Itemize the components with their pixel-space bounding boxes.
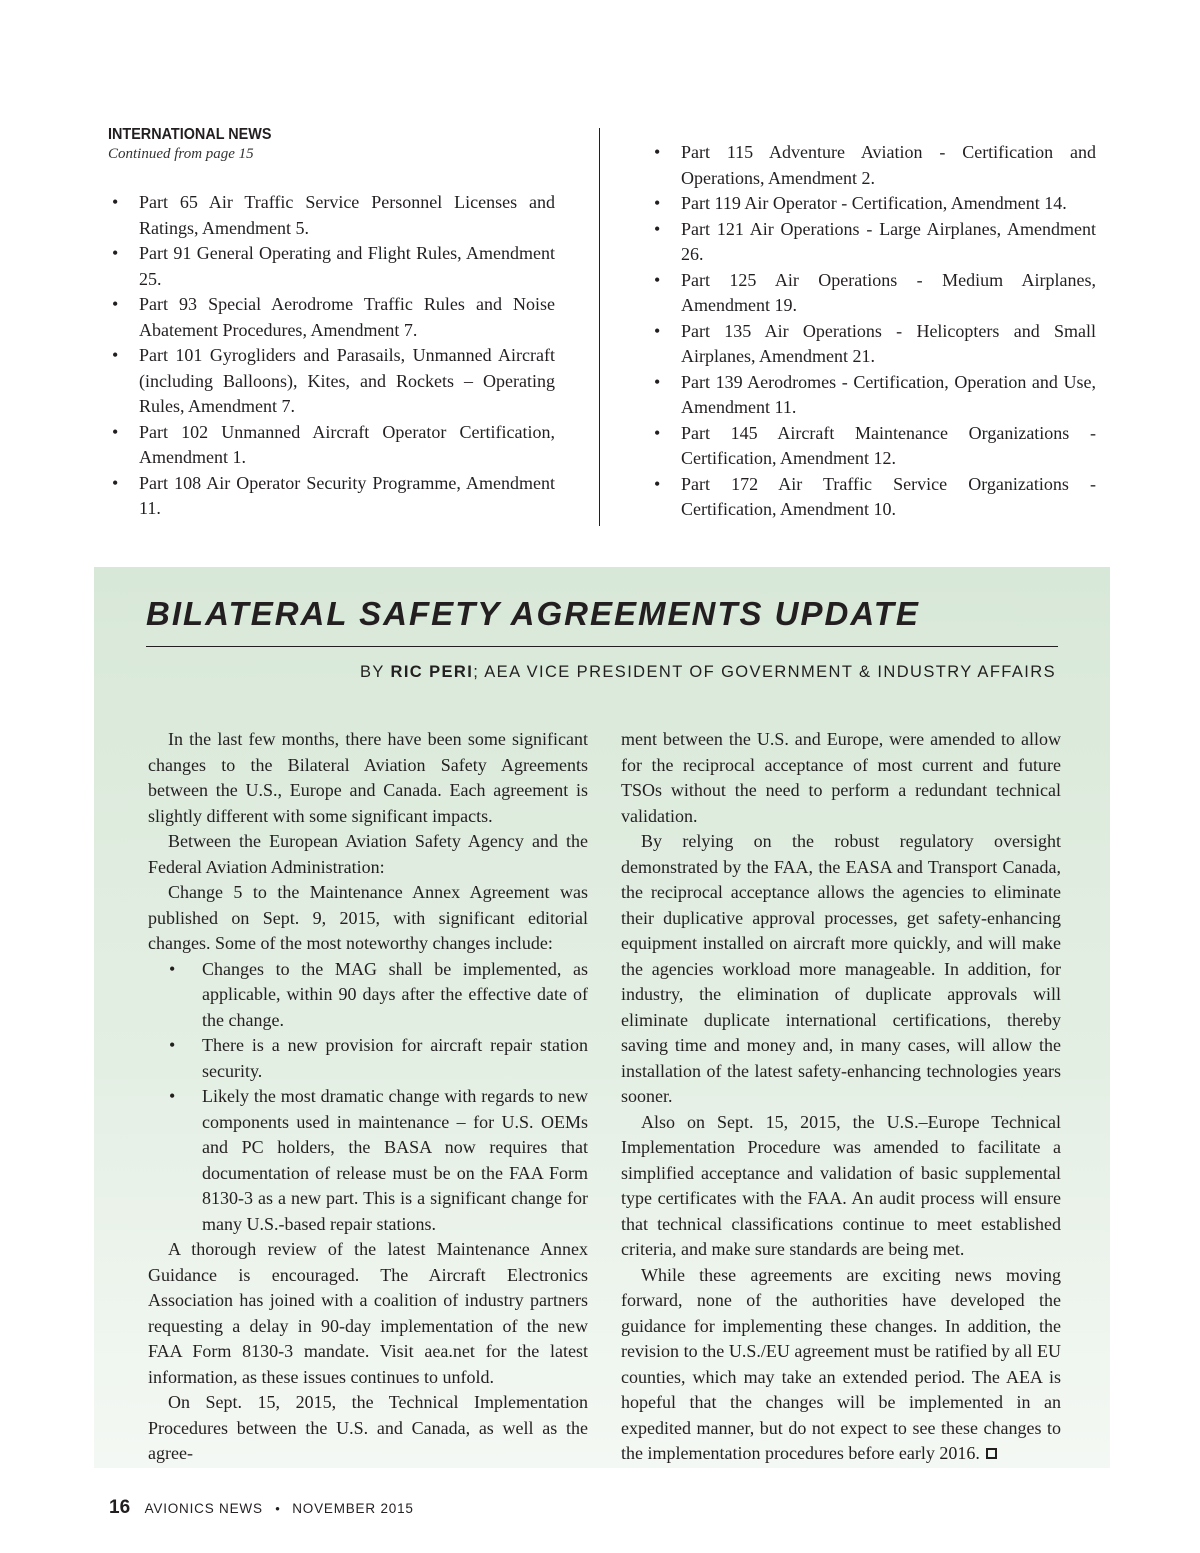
continued-note: Continued from page 15: [108, 146, 254, 162]
publication-name: AVIONICS NEWS: [144, 1501, 263, 1516]
issue-date: NOVEMBER 2015: [292, 1501, 414, 1516]
list-item: • Part 145 Aircraft Maintenance Organizations - Certification, Amendment 12.: [650, 421, 1096, 472]
list-item: • Part 101 Gyrogliders and Parasails, Unmanned Aircraft (including Balloons), Kites, and Rockets – Operating Rules, Amendment 7.: [108, 343, 555, 420]
list-item: • Part 172 Air Traffic Service Organizations - Certification, Amendment 10.: [650, 472, 1096, 523]
list-item: • Likely the most dramatic change with regards to new components used in maintenance – for U.S. OEMs and PC holders, the BASA now requires that documentation of release must be on the FAA Form 8130-3 as a new part. This is a significant change for many U.S.-based repair stations.: [148, 1084, 588, 1237]
list-item: • Changes to the MAG shall be implemented, as applicable, within 90 days after the effective date of the change.: [148, 957, 588, 1034]
page-number: 16: [109, 1497, 131, 1518]
list-item: • Part 108 Air Operator Security Programme, Amendment 11.: [108, 471, 555, 522]
article-paragraph: A thorough review of the latest Maintenance Annex Guidance is encouraged. The Aircraft Electronics Association has joined with a coalition of industry partners requesting a delay in 90-day implementation of the new FAA Form 8130-3 mandate. Visit aea.net for the latest information, as these issues continues to unfold.: [148, 1239, 588, 1387]
article-paragraph: By relying on the robust regulatory oversight demonstrated by the FAA, the EASA and Transport Canada, the reciprocal acceptance allows the agencies to eliminate their duplicative approval processes, get safety-enhancing equipment installed on aircraft more quickly, and will make the agencies workload more manageable. In addition, for industry, the elimination of duplicate approvals will eliminate duplicate international certifications, thereby saving time and money and, in many cases, will allow the installation of the latest safety-enhancing technologies years sooner.: [621, 831, 1061, 1106]
article-text: While these agreements are exciting news moving forward, none of the authorities have developed the guidance for implementing these changes. In addition, the revision to the U.S./EU agreement must be ratified by all EU counties, which may take an extended period. The AEA is hopeful that the changes will be implemented in an expedited manner, but do not expect to see these changes to the implementation procedures before early 2016.: [621, 1264, 1061, 1463]
list-item: • Part 93 Special Aerodrome Traffic Rules and Noise Abatement Procedures, Amendment 7.: [108, 292, 555, 343]
international-news-section: [0, 0, 1200, 560]
article-paragraph-last: [621, 1263, 1061, 1467]
article-column-left: [148, 727, 588, 1467]
page-footer: [109, 1497, 414, 1519]
article-paragraph: On Sept. 15, 2015, the Technical Implementation Procedures between the U.S. and Canada, as well as the agree-: [148, 1392, 588, 1463]
list-item: • Part 135 Air Operations - Helicopters and Small Airplanes, Amendment 21.: [650, 319, 1096, 370]
section-title: INTERNATIONAL NEWS: [108, 126, 272, 143]
title-rule: [146, 646, 1058, 647]
byline-prefix: BY: [360, 663, 391, 681]
list-item: • Part 102 Unmanned Aircraft Operator Certification, Amendment 1.: [108, 420, 555, 471]
list-item: • Part 119 Air Operator - Certification, Amendment 14.: [650, 191, 1096, 217]
regulation-list-right: [650, 140, 1096, 523]
article-column-right: [621, 727, 1061, 1467]
changes-list: [148, 957, 588, 1238]
author-name: RIC PERI: [390, 663, 474, 681]
byline-role: ; AEA VICE PRESIDENT OF GOVERNMENT & INDUSTRY AFFAIRS: [473, 663, 1056, 681]
list-item: • Part 91 General Operating and Flight Rules, Amendment 25.: [108, 241, 555, 292]
end-mark-icon: [986, 1448, 997, 1459]
list-item: • Part 125 Air Operations - Medium Airplanes, Amendment 19.: [650, 268, 1096, 319]
list-item: • There is a new provision for aircraft repair station security.: [148, 1033, 588, 1084]
regulation-list-left: [108, 190, 555, 522]
article-paragraph: ment between the U.S. and Europe, were amended to allow for the reciprocal acceptance of most current and future TSOs without the need to perform a redundant technical validation.: [621, 729, 1061, 826]
byline: [360, 660, 1056, 684]
list-item: • Part 115 Adventure Aviation - Certification and Operations, Amendment 2.: [650, 140, 1096, 191]
list-item: • Part 121 Air Operations - Large Airplanes, Amendment 26.: [650, 217, 1096, 268]
article-paragraph: Change 5 to the Maintenance Annex Agreement was published on Sept. 9, 2015, with significant editorial changes. Some of the most noteworthy changes include:: [148, 882, 588, 953]
list-item: • Part 65 Air Traffic Service Personnel Licenses and Ratings, Amendment 5.: [108, 190, 555, 241]
list-item: • Part 139 Aerodromes - Certification, Operation and Use, Amendment 11.: [650, 370, 1096, 421]
article-title: BILATERAL SAFETY AGREEMENTS UPDATE: [146, 595, 920, 632]
column-divider: [599, 128, 600, 526]
section-header: [108, 126, 290, 164]
footer-separator: •: [275, 1501, 280, 1516]
article-paragraph: In the last few months, there have been some significant changes to the Bilateral Aviation Safety Agreements between the U.S., Europe and Canada. Each agreement is slightly different with some significant impacts.: [148, 729, 588, 826]
article-paragraph: Also on Sept. 15, 2015, the U.S.–Europe Technical Implementation Procedure was amended to facilitate a simplified acceptance and validation of basic supplemental type certificates with the FAA. An audit process will ensure that technical classifications continue to meet established criteria, and make sure standards are being met.: [621, 1111, 1061, 1259]
article-paragraph: Between the European Aviation Safety Agency and the Federal Aviation Administration:: [148, 831, 588, 877]
